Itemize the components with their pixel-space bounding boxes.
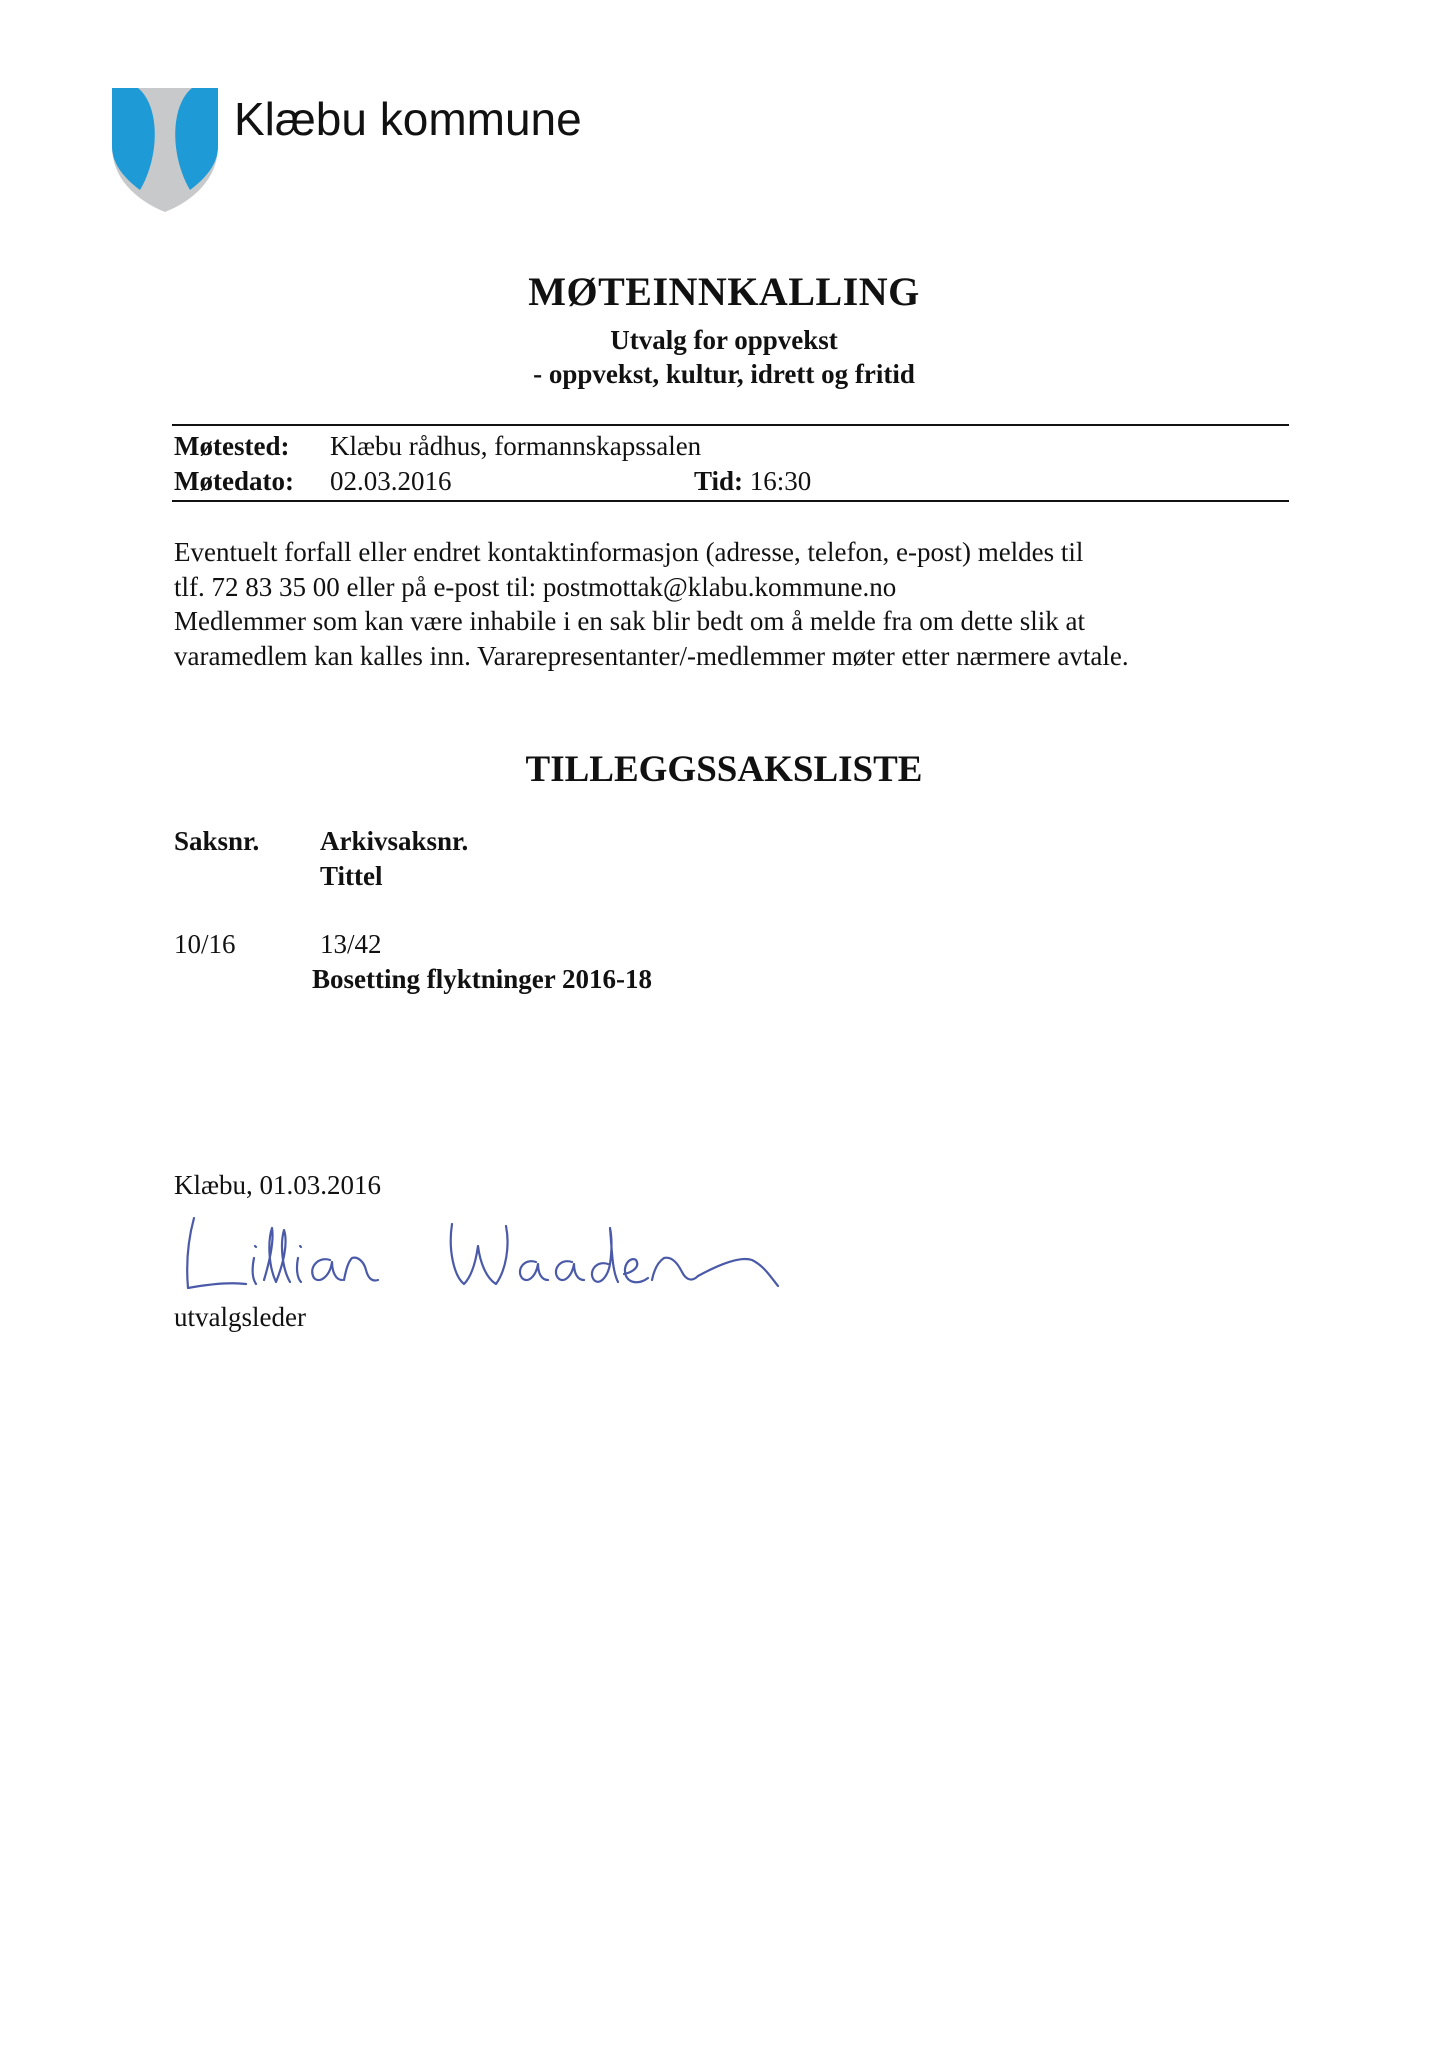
meeting-date-row (174, 466, 812, 497)
meeting-time-label: Tid: (694, 466, 744, 496)
case-title: Bosetting flyktninger 2016-18 (312, 964, 653, 994)
info-line: Medlemmer som kan være inhabile i en sak blir bedt om å melde fra om dette slik at (174, 606, 1085, 636)
meeting-date: 02.03.2016 (330, 466, 452, 496)
header-case-no: Saksnr. (174, 826, 260, 856)
divider-top (172, 424, 1289, 426)
meeting-place-row (174, 431, 702, 462)
meeting-time-value: 16:30 (749, 466, 812, 496)
info-line: Eventuelt forfall eller endret kontaktinformasjon (adresse, telefon, e-post) meldes til (174, 537, 1084, 567)
meeting-date-value (330, 466, 812, 497)
municipality-coat-of-arms-logo (110, 86, 220, 214)
header-archive-no: Arkivsaksnr. (320, 826, 469, 856)
committee-name: Utvalg for oppvekst (610, 325, 838, 355)
header-title: Tittel (320, 861, 383, 891)
committee-subtitle: - oppvekst, kultur, idrett og fritid (533, 359, 915, 389)
meeting-place-label: Møtested: (174, 431, 290, 461)
meeting-time (694, 466, 811, 497)
document-title: MØTEINNKALLING (528, 269, 920, 314)
archive-no: 13/42 (320, 929, 382, 959)
signatory-role: utvalgsleder (174, 1302, 306, 1332)
meeting-place-value: Klæbu rådhus, formannskapssalen (330, 431, 702, 461)
case-list-title: TILLEGGSSAKSLISTE (525, 749, 923, 790)
info-line: tlf. 72 83 35 00 eller på e-post til: postmottak@klabu.kommune.no (174, 571, 897, 602)
place-date: Klæbu, 01.03.2016 (174, 1170, 382, 1200)
organization-name: Klæbu kommune (234, 93, 582, 145)
divider-bottom (172, 500, 1289, 502)
case-no: 10/16 (174, 929, 236, 959)
info-line: varamedlem kan kalles inn. Vararepresentanter/-medlemmer møter etter nærmere avtale. (174, 640, 1129, 671)
info-paragraph (174, 535, 1304, 673)
meeting-date-label: Møtedato: (174, 466, 294, 496)
